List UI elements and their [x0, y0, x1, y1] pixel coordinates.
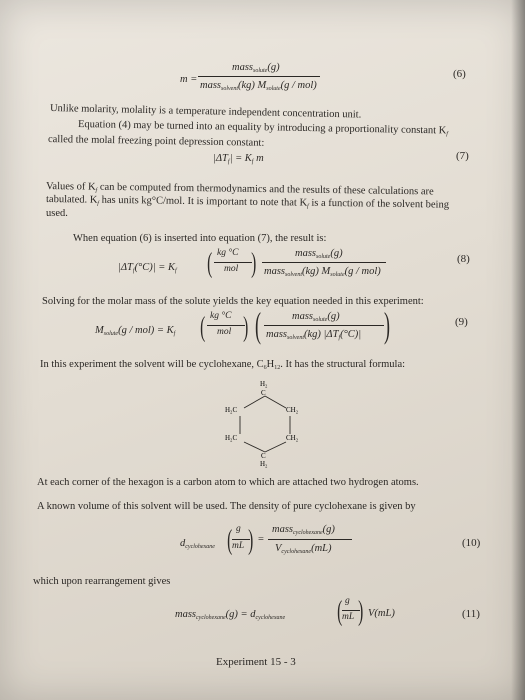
eq6-denominator — [200, 79, 317, 96]
paragraph-cyclohexane — [40, 358, 405, 375]
eq9-lhs-text: M — [95, 325, 104, 336]
eq11-number: (11) — [462, 608, 480, 620]
struct-top-h2: H₂ — [260, 380, 268, 388]
eq8-denom-a: mass — [264, 266, 286, 277]
eq8-unit-numer: kg °C — [217, 248, 239, 258]
eq8-right-paren: ) — [251, 248, 257, 279]
eq9-big-right-paren: ) — [384, 305, 390, 345]
eq6-denom-b-sub: solute — [266, 86, 281, 92]
eq8-unit-bar — [214, 262, 252, 263]
eq9-unit-numer: kg °C — [210, 311, 232, 321]
eq7-rhs-sub: f — [251, 159, 254, 165]
eq7-lhs-sub: f — [227, 159, 230, 165]
para2-line3: used. — [46, 208, 68, 219]
eq10-lhs-text: d — [180, 538, 186, 549]
eq10-numerator — [272, 523, 335, 540]
eq8-denom-a-sub: solvent — [285, 272, 303, 278]
eq9-fraction-bar — [264, 325, 384, 326]
eq7-lhs: |ΔT — [213, 153, 228, 164]
eq10-equals: = — [258, 534, 264, 545]
eq7-rhs-end: m — [253, 153, 264, 164]
eq6-denom-c: (g / mol) — [280, 80, 317, 91]
para5-sub2: 12 — [274, 365, 281, 371]
eq8-left-paren: ( — [207, 248, 213, 279]
eq9-denom-c: (°C)| — [340, 329, 362, 340]
eq11-d-sub: cyclohexane — [255, 615, 286, 621]
para2-l1-sub: f — [95, 187, 98, 194]
para5-sub1: 6 — [263, 365, 267, 371]
para2-l2b: has units kg°C/mol. It is important to note that K — [98, 194, 308, 209]
eq9-denominator — [266, 328, 361, 345]
para1-line1: Unlike molarity, molality is a temperature independent concentration unit. — [49, 103, 362, 121]
eq9-denom-a-sub: solvent — [287, 335, 305, 341]
eq6-numer-text: mass — [232, 62, 254, 73]
eq11-lhs-unit: (g) = d — [225, 609, 256, 620]
struct-bottom-c: C — [261, 452, 266, 460]
struct-upper-left: H₂C — [225, 406, 238, 414]
eq10-denominator — [275, 542, 332, 559]
eq10-number: (10) — [462, 537, 481, 549]
eq9-lhs — [95, 324, 175, 341]
para1-line2-text: Equation (4) may be turned into an equality by introducing a proportionality constant K — [77, 119, 447, 137]
eq11-unit-numer: g — [345, 596, 350, 606]
eq9-unit-denom: mol — [217, 327, 232, 337]
para2-l1a: Values of K — [45, 181, 96, 193]
eq11-lhs — [175, 608, 285, 625]
eq10-fraction-bar — [268, 539, 352, 540]
struct-lower-left: H₂C — [225, 434, 238, 442]
paragraph-density: A known volume of this solvent will be used. The density of pure cyclohexane is given by — [37, 501, 416, 512]
eq8-fraction-bar — [262, 262, 386, 263]
struct-bottom-h2: H₂ — [260, 460, 268, 468]
eq11-right-paren: ) — [358, 596, 364, 627]
eq8-numer-sub: solute — [316, 254, 331, 260]
eq10-unit-denom: mL — [232, 541, 245, 551]
eq9-lhs-sub: solute — [103, 331, 119, 337]
eq10-denom-unit: (mL) — [311, 543, 332, 554]
eq9-big-left-paren: ( — [255, 305, 261, 345]
eq8-lhs-sub: f — [132, 268, 135, 274]
eq9-numer-text: mass — [292, 311, 314, 322]
eq9-unit-bar — [207, 325, 245, 326]
eq11-left-paren: ( — [337, 596, 343, 627]
eq10-lhs-sub: cyclohexane — [185, 544, 215, 550]
eq6-denom-b: (kg) M — [238, 80, 267, 91]
para2-l2c: is a function of the solvent being — [308, 197, 450, 211]
page-edge-shadow — [511, 0, 525, 700]
eq9-left-paren: ( — [200, 312, 206, 343]
eq9-numer-sub: solute — [313, 317, 328, 323]
eq10-denom-sub: cyclohexane — [281, 549, 312, 555]
eq9-denom-b-sub: f — [338, 335, 341, 341]
eq11-lhs-text: mass — [175, 609, 197, 620]
eq8-denominator — [264, 265, 381, 282]
eq10-numer-unit: (g) — [322, 524, 335, 535]
eq6-lhs: m = — [180, 74, 198, 85]
struct-upper-right: CH₂ — [286, 406, 299, 414]
eq6-fraction-bar — [198, 76, 320, 77]
eq10-left-paren: ( — [227, 525, 233, 556]
cyclohexane-structure — [220, 378, 310, 468]
struct-top-c: C — [261, 389, 266, 397]
para2-l1b: can be computed from thermodynamics and the results of these calculations are — [97, 181, 434, 198]
eq8-denom-c: (g / mol) — [344, 266, 381, 277]
para2-l2a: tabulated. K — [45, 194, 98, 206]
eq9-lhs-end: (g / mol) = K — [118, 325, 174, 336]
eq11-rhs: V(mL) — [368, 608, 395, 619]
eq10-lhs — [180, 537, 215, 554]
paragraph-insert: When equation (6) is inserted into equation (7), the result is: — [73, 233, 327, 244]
eq10-numer-text: mass — [272, 524, 294, 535]
eq9-k-sub: f — [173, 331, 176, 337]
para2-l2-sub2: f — [306, 203, 309, 210]
eq7-number: (7) — [456, 150, 469, 162]
para5-c: . It has the structural formula: — [280, 359, 406, 370]
eq8-denom-b: (kg) M — [302, 266, 331, 277]
para5-a: In this experiment the solvent will be cyclohexane, C — [40, 359, 264, 370]
eq9-denom-a: mass — [266, 329, 288, 340]
eq9-number: (9) — [455, 316, 468, 328]
eq10-right-paren: ) — [248, 525, 254, 556]
eq8-unit-denom: mol — [224, 264, 239, 274]
eq8-lhs-text: |ΔT — [118, 262, 133, 273]
para2-l2-sub: f — [97, 200, 100, 207]
eq10-denom-text: V — [275, 543, 282, 554]
eq11-unit-denom: mL — [342, 612, 355, 622]
eq8-number: (8) — [457, 253, 470, 265]
hexagon-bonds — [240, 396, 290, 452]
eq6-numer-sub: solute — [253, 68, 268, 74]
eq10-unit-numer: g — [236, 524, 241, 534]
paragraph-hexagon: At each corner of the hexagon is a carbon atom to which are attached two hydrogen atoms. — [37, 477, 419, 488]
eq6-denom-a: mass — [200, 80, 222, 91]
paragraph-rearrangement: which upon rearrangement gives — [33, 576, 171, 587]
eq6-number: (6) — [453, 68, 466, 80]
para1-line3: called the molal freezing point depression constant: — [47, 134, 265, 149]
para1-line2-sub: f — [446, 131, 448, 138]
page-footer: Experiment 15 - 3 — [216, 656, 296, 668]
eq8-k-sub: f — [174, 268, 177, 274]
eq7-rhs: | = K — [229, 153, 252, 164]
eq8-denom-b-sub: solute — [330, 272, 345, 278]
eq9-denom-b: (kg) |ΔT — [304, 329, 339, 340]
paragraph-solving: Solving for the molar mass of the solute yields the key equation needed in this experiment: — [42, 296, 424, 307]
struct-lower-right: CH₂ — [286, 434, 299, 442]
eq7-body — [213, 152, 264, 169]
eq10-numer-sub: cyclohexane — [293, 530, 323, 536]
para5-b: H — [266, 359, 275, 370]
eq8-lhs — [118, 261, 177, 278]
eq6-numer-unit: (g) — [267, 62, 280, 73]
eq9-numer-unit: (g) — [327, 311, 340, 322]
eq8-numer-text: mass — [295, 248, 317, 259]
eq9-right-paren: ) — [243, 312, 249, 343]
eq8-numer-unit: (g) — [330, 248, 343, 259]
eq11-lhs-sub: cyclohexane — [196, 615, 226, 621]
eq6-denom-a-sub: solvent — [221, 86, 239, 92]
eq8-lhs-end: (°C)| = K — [134, 262, 175, 273]
